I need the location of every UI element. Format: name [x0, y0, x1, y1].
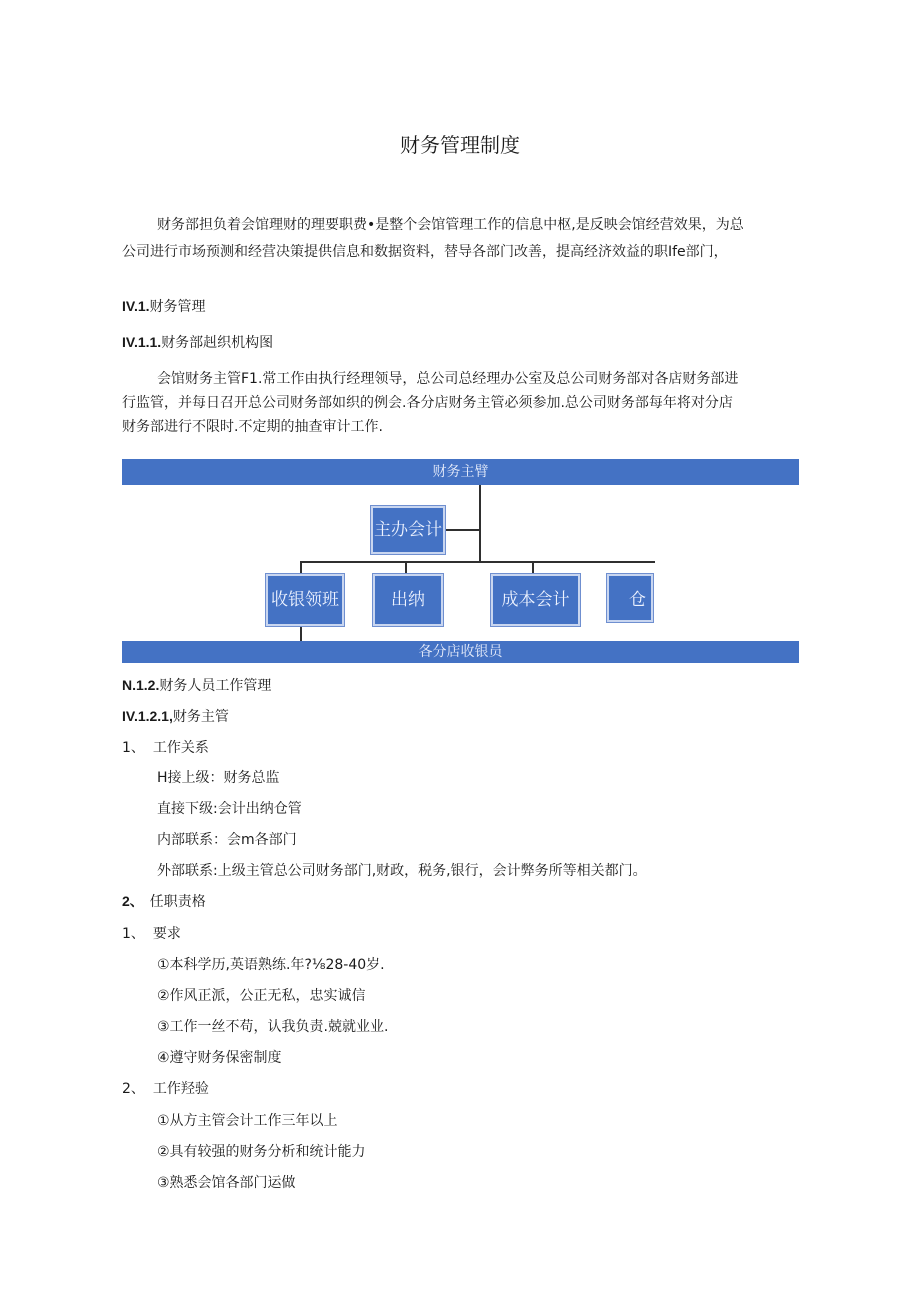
- section-1-2-heading: [122, 675, 271, 695]
- relation-external: 外部联系:上级主管总公司财务部门,财政，税务,银行，会计弊务所等相关都门。: [157, 863, 647, 879]
- section-1-1-heading: [122, 332, 273, 352]
- para-2-line-2: 行监管，并每日召开总公司财务部如织的例会.各分店财务主管必须参加.总公司财务部每年将对分店: [122, 395, 733, 411]
- org-node-chief-accountant: 主办会计: [371, 506, 445, 554]
- relation-internal: 内部联系：会m各部门: [157, 832, 297, 848]
- para-2-line-1: 会馆财务主管F1.常工作由执行经理领导，总公司总经理办公室及总公司财务部对各店财务部进: [157, 371, 739, 387]
- requirement-4: ④遵守财务保密制度: [157, 1050, 282, 1066]
- connector-vertical-top: [479, 485, 481, 562]
- section-title: 财务主管: [172, 709, 229, 725]
- requirement-3: ③工作一丝不苟，认我负责.兢就业业.: [157, 1019, 389, 1035]
- item-requirements: [122, 923, 181, 943]
- org-node-cashier: 出纳: [373, 574, 443, 626]
- experience-1: ①从方主管会计工作三年以上: [157, 1113, 338, 1129]
- relation-superior: H接上级：财务总监: [157, 770, 280, 786]
- connector-drop-1: [300, 561, 302, 573]
- section-title: 财务部赳织机构图: [161, 335, 274, 351]
- section-number: IV.1.: [122, 298, 150, 314]
- org-bottom-bar: 各分店收银员: [122, 641, 799, 663]
- connector-horizontal: [300, 561, 655, 563]
- item-qualifications: [122, 891, 206, 911]
- section-title: 财务人员工作管理: [159, 678, 272, 694]
- relation-subordinate: 直接下级:会计出纳仓管: [157, 801, 302, 817]
- experience-3: ③熟悉会馆各部门运做: [157, 1175, 296, 1191]
- org-node-cashier-lead: 收银领班: [266, 574, 344, 626]
- section-number: N.1.2.: [122, 677, 160, 693]
- item-number: 1、: [122, 926, 145, 942]
- org-top-bar: 财务主臂: [122, 459, 799, 485]
- item-title: 工作关系: [152, 740, 209, 756]
- org-node-warehouse: 仓: [607, 574, 653, 622]
- para-2-line-3: 财务部进行不限时.不定期的抽查审计工作.: [122, 419, 383, 435]
- document-title: 财务管理制度: [400, 133, 520, 157]
- connector-drop-2: [405, 561, 407, 573]
- section-title: 财务管理: [149, 299, 206, 315]
- org-node-cost-accountant: 成本会计: [491, 574, 580, 626]
- item-title: 要求: [152, 926, 181, 942]
- requirement-1: ①本科学历,英语熟练.年?⅛28-40岁.: [157, 957, 385, 973]
- section-1-2-1-heading: [122, 706, 229, 726]
- intro-line-2: 公司进行市场预测和经营决策提供信息和数据资料，替导各部门改善，提高经济效益的职Ife部门，: [122, 244, 728, 260]
- connector-vertical-bottom: [300, 624, 302, 642]
- item-title: 任职责格: [149, 894, 206, 910]
- item-number: 2、: [122, 893, 144, 909]
- item-work-experience: [122, 1078, 209, 1098]
- experience-2: ②具有较强的财务分析和统计能力: [157, 1144, 366, 1160]
- intro-line-1: 财务部担负着会馆理财的理要职费•是整个会馆管理工作的信息中枢,是反映会馆经营效果，为总: [157, 217, 744, 233]
- item-number: 1、: [122, 740, 145, 756]
- section-1-heading: [122, 296, 206, 316]
- connector-middle: [443, 529, 481, 531]
- item-work-relations: [122, 737, 209, 757]
- item-title: 工作羟验: [152, 1081, 209, 1097]
- item-number: 2、: [122, 1081, 145, 1097]
- section-number: IV.1.2.1,: [122, 708, 173, 724]
- section-number: IV.1.1.: [122, 334, 162, 350]
- requirement-2: ②作风正派，公正无私，忠实诚信: [157, 988, 366, 1004]
- connector-drop-3: [532, 561, 534, 573]
